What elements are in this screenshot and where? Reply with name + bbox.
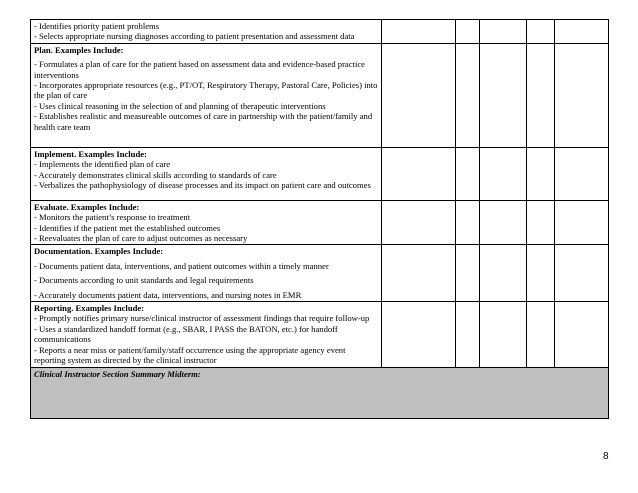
summary-cell[interactable] [31, 367, 609, 418]
list-item: - Reports a near miss or patient/family/staff occurrence using the appropriate agency event reporting system as directed by the clinical instructor [34, 344, 346, 366]
rating-cell[interactable] [382, 302, 456, 367]
rating-cell[interactable] [456, 200, 480, 245]
criteria-cell [31, 43, 382, 147]
rating-cell[interactable] [555, 245, 609, 302]
rating-cell[interactable] [527, 200, 555, 245]
list-item: - Implements the identified plan of care [34, 159, 171, 170]
page-number: 8 [603, 451, 609, 462]
list-item: - Documents according to unit standards and legal requirements [34, 275, 254, 286]
list-item: - Reevaluates the plan of care to adjust outcomes as necessary [34, 233, 248, 244]
section-heading: Plan. Examples Include: [34, 44, 124, 55]
section-heading: Reporting. Examples Include: [34, 303, 145, 314]
rating-cell[interactable] [456, 245, 480, 302]
table-row [31, 200, 609, 245]
rating-cell[interactable] [527, 302, 555, 367]
criteria-cell [31, 302, 382, 367]
rating-cell[interactable] [456, 20, 480, 44]
rating-cell[interactable] [382, 245, 456, 302]
list-item: - Accurately demonstrates clinical skills according to standards of care [34, 169, 277, 180]
rating-cell[interactable] [555, 200, 609, 245]
section-heading: Evaluate. Examples Include: [34, 201, 140, 212]
rating-cell[interactable] [382, 43, 456, 147]
rating-cell[interactable] [480, 245, 527, 302]
list-item: - Selects appropriate nursing diagnoses according to patient presentation and assessment data [34, 31, 355, 42]
list-item: - Monitors the patient’s response to treatment [34, 212, 191, 223]
rating-cell[interactable] [527, 20, 555, 44]
rating-cell[interactable] [527, 43, 555, 147]
rating-cell[interactable] [480, 147, 527, 200]
rating-cell[interactable] [527, 147, 555, 200]
rating-cell[interactable] [480, 302, 527, 367]
rating-cell[interactable] [480, 20, 527, 44]
evaluation-table [30, 19, 609, 419]
list-item: - Uses clinical reasoning in the selection of and planning of therapeutic interventions [34, 100, 326, 111]
criteria-cell [31, 147, 382, 200]
summary-row [31, 367, 609, 418]
rating-cell[interactable] [555, 20, 609, 44]
rating-cell[interactable] [555, 302, 609, 367]
rating-cell[interactable] [480, 200, 527, 245]
list-item: - Verbalizes the pathophysiology of disease processes and its impact on patient care and outcomes [34, 180, 371, 191]
table-row [31, 245, 609, 302]
rating-cell[interactable] [456, 147, 480, 200]
list-item: - Incorporates appropriate resources (e.g., PT/OT, Respiratory Therapy, Pastoral Care, Policies) into the plan of care [34, 80, 378, 101]
section-heading: Implement. Examples Include: [34, 148, 147, 159]
rating-cell[interactable] [527, 245, 555, 302]
rating-cell[interactable] [456, 43, 480, 147]
table-row [31, 43, 609, 147]
criteria-cell [31, 20, 382, 44]
section-heading: Documentation. Examples Include: [34, 246, 164, 257]
criteria-cell [31, 200, 382, 245]
rating-cell[interactable] [555, 43, 609, 147]
rating-cell[interactable] [382, 20, 456, 44]
table-row [31, 147, 609, 200]
rating-cell[interactable] [382, 147, 456, 200]
list-item: - Identifies if the patient met the established outcomes [34, 222, 221, 233]
list-item: - Promptly notifies primary nurse/clinical instructor of assessment findings that require follow-up [34, 313, 370, 324]
rating-cell[interactable] [382, 200, 456, 245]
table-row [31, 20, 609, 44]
table-row [31, 302, 609, 367]
list-item: - Accurately documents patient data, interventions, and nursing notes in EMR [34, 289, 302, 300]
criteria-cell [31, 245, 382, 302]
rating-cell[interactable] [555, 147, 609, 200]
list-item: - Establishes realistic and measureable outcomes of care in partnership with the patient/family and health care team [34, 111, 373, 132]
list-item: - Identifies priority patient problems [34, 21, 160, 31]
rating-cell[interactable] [456, 302, 480, 367]
list-item: - Formulates a plan of care for the patient based on assessment data and evidence-based practice interventions [34, 59, 365, 80]
list-item: - Documents patient data, interventions, and patient outcomes within a timely manner [34, 260, 329, 271]
summary-heading: Clinical Instructor Section Summary Midterm: [34, 368, 201, 379]
rating-cell[interactable] [480, 43, 527, 147]
list-item: - Uses a standardized handoff format (e.g., SBAR, I PASS the BATON, etc.) for handoff communications [34, 323, 338, 345]
